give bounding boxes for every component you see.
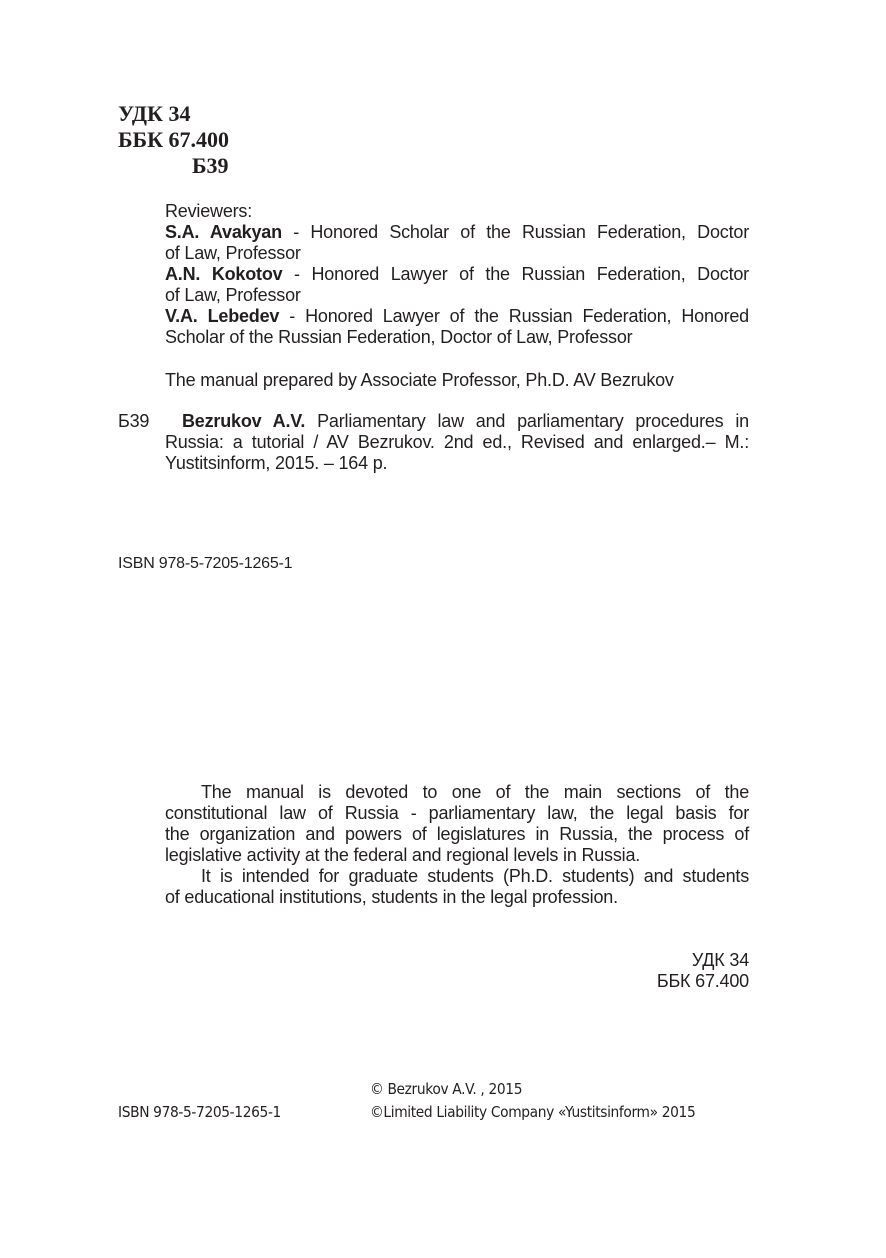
udk-right: УДК 34 [691,950,749,970]
entry-line-1 [182,411,749,432]
reviewer-title: - Honored Lawyer of the Russian Federation, Doctor [294,264,749,284]
reviewer-title-cont: of Law, Professor [165,243,301,263]
isbn-footer: ISBN 978-5-7205-1265-1 [118,1103,281,1121]
abstract-line: constitutional law of Russia - parliamentary law, the legal basis for [165,803,749,823]
entry-author: Bezrukov A.V. [182,411,306,431]
reviewer-3 [165,306,749,327]
abstract-line: It is intended for graduate students (Ph.D. students) and students [201,866,749,886]
reviewer-name: V.A. Lebedev [165,306,280,326]
reviewer-name: S.A. Avakyan [165,222,282,242]
reviewer-title-cont: Scholar of the Russian Federation, Doctor of Law, Professor [165,327,633,347]
reviewers-heading: Reviewers: [165,201,253,221]
prepared-by: The manual prepared by Associate Professor, Ph.D. AV Bezrukov [165,370,674,390]
reviewer-1 [165,222,749,243]
entry-code: Б39 [118,411,150,431]
reviewer-title: - Honored Lawyer of the Russian Federation, Honored [289,306,749,326]
entry-title: Parliamentary law and parliamentary procedures in [317,411,749,431]
copyright-publisher: ©Limited Liability Company «Yustitsinform» 2015 [370,1103,696,1121]
abstract-line: legislative activity at the federal and regional levels in Russia. [165,845,641,865]
reviewer-title: - Honored Scholar of the Russian Federation, Doctor [293,222,749,242]
abstract-line: the organization and powers of legislatures in Russia, the process of [165,824,749,844]
reviewer-2 [165,264,749,285]
entry-line-3: Yustitsinform, 2015. – 164 p. [165,453,388,473]
isbn-top: ISBN 978-5-7205-1265-1 [118,555,293,572]
reviewer-title-cont: of Law, Professor [165,285,301,305]
entry-line-2: Russia: a tutorial / AV Bezrukov. 2nd ed., Revised and enlarged.– M.: [165,432,749,452]
bbk-code: ББК 67.400 [118,127,230,152]
author-mark: Б39 [192,153,229,178]
reviewer-name: A.N. Kokotov [165,264,283,284]
abstract-line: of educational institutions, students in the legal profession. [165,887,618,907]
copyright-author: © Bezrukov A.V. , 2015 [370,1080,523,1098]
abstract-line: The manual is devoted to one of the main sections of the [201,782,749,802]
bbk-right: ББК 67.400 [656,971,749,991]
udk-code: УДК 34 [118,101,191,126]
